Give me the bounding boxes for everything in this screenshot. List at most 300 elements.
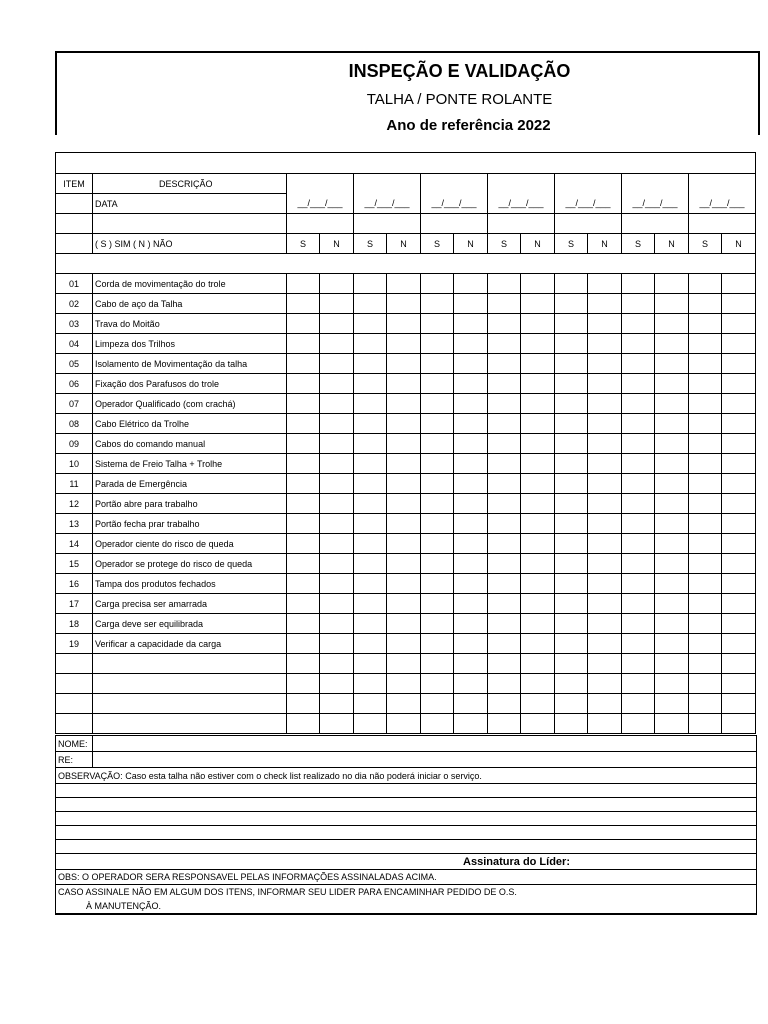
nao-checkbox[interactable]	[387, 334, 421, 354]
sim-checkbox[interactable]	[488, 314, 521, 334]
sim-checkbox[interactable]	[488, 454, 521, 474]
sim-checkbox[interactable]	[622, 554, 655, 574]
nao-checkbox[interactable]	[722, 574, 756, 594]
nao-checkbox[interactable]	[588, 714, 622, 734]
sim-checkbox[interactable]	[689, 394, 722, 414]
nao-checkbox[interactable]	[655, 454, 689, 474]
nao-checkbox[interactable]	[588, 334, 622, 354]
nao-checkbox[interactable]	[722, 514, 756, 534]
sim-checkbox[interactable]	[421, 554, 454, 574]
sim-checkbox[interactable]	[555, 414, 588, 434]
nao-checkbox[interactable]	[722, 434, 756, 454]
nome-field[interactable]	[93, 736, 757, 752]
nao-checkbox[interactable]	[320, 534, 354, 554]
sim-checkbox[interactable]	[421, 594, 454, 614]
nao-checkbox[interactable]	[387, 314, 421, 334]
nao-checkbox[interactable]	[521, 694, 555, 714]
sim-checkbox[interactable]	[421, 634, 454, 654]
date-field[interactable]: __/___/___	[555, 194, 622, 214]
sim-checkbox[interactable]	[354, 294, 387, 314]
sim-checkbox[interactable]	[354, 314, 387, 334]
sim-checkbox[interactable]	[354, 334, 387, 354]
sim-checkbox[interactable]	[421, 294, 454, 314]
nao-checkbox[interactable]	[722, 314, 756, 334]
nao-checkbox[interactable]	[387, 614, 421, 634]
sim-checkbox[interactable]	[555, 394, 588, 414]
nao-checkbox[interactable]	[588, 674, 622, 694]
nao-checkbox[interactable]	[722, 534, 756, 554]
sim-checkbox[interactable]	[287, 294, 320, 314]
empty-item-description[interactable]	[93, 674, 287, 694]
nao-checkbox[interactable]	[588, 414, 622, 434]
nao-checkbox[interactable]	[521, 354, 555, 374]
sim-checkbox[interactable]	[689, 654, 722, 674]
nao-checkbox[interactable]	[454, 494, 488, 514]
date-field[interactable]: __/___/___	[421, 194, 488, 214]
nao-checkbox[interactable]	[588, 554, 622, 574]
nao-checkbox[interactable]	[320, 514, 354, 534]
nao-checkbox[interactable]	[454, 354, 488, 374]
nao-checkbox[interactable]	[521, 674, 555, 694]
nao-checkbox[interactable]	[387, 374, 421, 394]
sim-checkbox[interactable]	[622, 574, 655, 594]
sim-checkbox[interactable]	[488, 474, 521, 494]
nao-checkbox[interactable]	[320, 614, 354, 634]
sim-checkbox[interactable]	[622, 374, 655, 394]
sim-checkbox[interactable]	[689, 494, 722, 514]
sim-checkbox[interactable]	[555, 274, 588, 294]
sim-checkbox[interactable]	[354, 594, 387, 614]
sim-checkbox[interactable]	[689, 634, 722, 654]
empty-item-description[interactable]	[93, 714, 287, 734]
nao-checkbox[interactable]	[655, 634, 689, 654]
sim-checkbox[interactable]	[555, 554, 588, 574]
nao-checkbox[interactable]	[521, 714, 555, 734]
sim-checkbox[interactable]	[421, 514, 454, 534]
nao-checkbox[interactable]	[387, 414, 421, 434]
sim-checkbox[interactable]	[287, 274, 320, 294]
sim-checkbox[interactable]	[354, 454, 387, 474]
nao-checkbox[interactable]	[521, 454, 555, 474]
sim-checkbox[interactable]	[555, 514, 588, 534]
sim-checkbox[interactable]	[488, 574, 521, 594]
sim-checkbox[interactable]	[421, 414, 454, 434]
sim-checkbox[interactable]	[622, 694, 655, 714]
sim-checkbox[interactable]	[555, 494, 588, 514]
nao-checkbox[interactable]	[588, 574, 622, 594]
sim-checkbox[interactable]	[354, 514, 387, 534]
sim-checkbox[interactable]	[622, 714, 655, 734]
sim-checkbox[interactable]	[622, 354, 655, 374]
empty-item-description[interactable]	[93, 654, 287, 674]
nao-checkbox[interactable]	[722, 354, 756, 374]
sim-checkbox[interactable]	[488, 294, 521, 314]
sim-checkbox[interactable]	[689, 354, 722, 374]
sim-checkbox[interactable]	[354, 614, 387, 634]
sim-checkbox[interactable]	[622, 314, 655, 334]
nao-checkbox[interactable]	[320, 554, 354, 574]
nao-checkbox[interactable]	[521, 434, 555, 454]
nao-checkbox[interactable]	[320, 474, 354, 494]
nao-checkbox[interactable]	[387, 474, 421, 494]
nao-checkbox[interactable]	[320, 654, 354, 674]
nao-checkbox[interactable]	[655, 474, 689, 494]
sim-checkbox[interactable]	[287, 434, 320, 454]
sim-checkbox[interactable]	[287, 654, 320, 674]
nao-checkbox[interactable]	[521, 414, 555, 434]
sim-checkbox[interactable]	[287, 474, 320, 494]
nao-checkbox[interactable]	[454, 614, 488, 634]
nao-checkbox[interactable]	[521, 594, 555, 614]
nao-checkbox[interactable]	[722, 374, 756, 394]
sim-checkbox[interactable]	[689, 434, 722, 454]
nao-checkbox[interactable]	[454, 374, 488, 394]
nao-checkbox[interactable]	[655, 334, 689, 354]
sim-checkbox[interactable]	[689, 554, 722, 574]
sim-checkbox[interactable]	[354, 394, 387, 414]
nao-checkbox[interactable]	[387, 634, 421, 654]
nao-checkbox[interactable]	[588, 694, 622, 714]
sim-checkbox[interactable]	[555, 574, 588, 594]
nao-checkbox[interactable]	[320, 594, 354, 614]
sim-checkbox[interactable]	[421, 654, 454, 674]
nao-checkbox[interactable]	[722, 474, 756, 494]
sim-checkbox[interactable]	[421, 534, 454, 554]
sim-checkbox[interactable]	[287, 374, 320, 394]
nao-checkbox[interactable]	[588, 514, 622, 534]
sim-checkbox[interactable]	[287, 314, 320, 334]
sim-checkbox[interactable]	[488, 634, 521, 654]
sim-checkbox[interactable]	[287, 554, 320, 574]
sim-checkbox[interactable]	[287, 414, 320, 434]
date-field[interactable]: __/___/___	[354, 194, 421, 214]
nao-checkbox[interactable]	[655, 614, 689, 634]
nao-checkbox[interactable]	[454, 654, 488, 674]
sim-checkbox[interactable]	[354, 634, 387, 654]
nao-checkbox[interactable]	[521, 554, 555, 574]
sim-checkbox[interactable]	[287, 534, 320, 554]
sim-checkbox[interactable]	[287, 714, 320, 734]
sim-checkbox[interactable]	[689, 334, 722, 354]
sim-checkbox[interactable]	[287, 494, 320, 514]
sim-checkbox[interactable]	[488, 694, 521, 714]
nao-checkbox[interactable]	[387, 494, 421, 514]
nao-checkbox[interactable]	[588, 654, 622, 674]
nao-checkbox[interactable]	[387, 294, 421, 314]
nao-checkbox[interactable]	[387, 554, 421, 574]
nao-checkbox[interactable]	[588, 614, 622, 634]
sim-checkbox[interactable]	[622, 274, 655, 294]
nao-checkbox[interactable]	[454, 514, 488, 534]
empty-item-description[interactable]	[93, 694, 287, 714]
nao-checkbox[interactable]	[722, 654, 756, 674]
sim-checkbox[interactable]	[488, 274, 521, 294]
sim-checkbox[interactable]	[421, 574, 454, 594]
sim-checkbox[interactable]	[555, 294, 588, 314]
nao-checkbox[interactable]	[655, 534, 689, 554]
nao-checkbox[interactable]	[521, 394, 555, 414]
sim-checkbox[interactable]	[354, 274, 387, 294]
nao-checkbox[interactable]	[454, 294, 488, 314]
sim-checkbox[interactable]	[488, 554, 521, 574]
nao-checkbox[interactable]	[588, 474, 622, 494]
date-field[interactable]: __/___/___	[287, 194, 354, 214]
sim-checkbox[interactable]	[555, 594, 588, 614]
sim-checkbox[interactable]	[354, 374, 387, 394]
sim-checkbox[interactable]	[421, 394, 454, 414]
sim-checkbox[interactable]	[488, 354, 521, 374]
sim-checkbox[interactable]	[354, 414, 387, 434]
nao-checkbox[interactable]	[655, 294, 689, 314]
sim-checkbox[interactable]	[555, 634, 588, 654]
nao-checkbox[interactable]	[588, 494, 622, 514]
re-field[interactable]	[93, 752, 757, 768]
sim-checkbox[interactable]	[555, 654, 588, 674]
sim-checkbox[interactable]	[555, 694, 588, 714]
observacao-line[interactable]	[56, 784, 757, 798]
sim-checkbox[interactable]	[622, 514, 655, 534]
sim-checkbox[interactable]	[488, 394, 521, 414]
sim-checkbox[interactable]	[354, 674, 387, 694]
observacao-line[interactable]	[56, 840, 757, 854]
sim-checkbox[interactable]	[689, 274, 722, 294]
nao-checkbox[interactable]	[588, 354, 622, 374]
sim-checkbox[interactable]	[287, 614, 320, 634]
nao-checkbox[interactable]	[655, 414, 689, 434]
nao-checkbox[interactable]	[454, 394, 488, 414]
nao-checkbox[interactable]	[722, 634, 756, 654]
sim-checkbox[interactable]	[622, 294, 655, 314]
nao-checkbox[interactable]	[521, 374, 555, 394]
nao-checkbox[interactable]	[655, 514, 689, 534]
nao-checkbox[interactable]	[320, 714, 354, 734]
nao-checkbox[interactable]	[588, 314, 622, 334]
sim-checkbox[interactable]	[622, 594, 655, 614]
nao-checkbox[interactable]	[320, 414, 354, 434]
sim-checkbox[interactable]	[689, 514, 722, 534]
nao-checkbox[interactable]	[722, 494, 756, 514]
nao-checkbox[interactable]	[454, 694, 488, 714]
sim-checkbox[interactable]	[555, 534, 588, 554]
nao-checkbox[interactable]	[521, 274, 555, 294]
nao-checkbox[interactable]	[655, 654, 689, 674]
nao-checkbox[interactable]	[320, 294, 354, 314]
sim-checkbox[interactable]	[555, 354, 588, 374]
nao-checkbox[interactable]	[521, 294, 555, 314]
nao-checkbox[interactable]	[588, 634, 622, 654]
sim-checkbox[interactable]	[488, 654, 521, 674]
nao-checkbox[interactable]	[722, 594, 756, 614]
sim-checkbox[interactable]	[421, 274, 454, 294]
nao-checkbox[interactable]	[722, 694, 756, 714]
sim-checkbox[interactable]	[421, 674, 454, 694]
nao-checkbox[interactable]	[454, 634, 488, 654]
sim-checkbox[interactable]	[421, 354, 454, 374]
nao-checkbox[interactable]	[655, 314, 689, 334]
nao-checkbox[interactable]	[454, 434, 488, 454]
nao-checkbox[interactable]	[387, 514, 421, 534]
nao-checkbox[interactable]	[320, 314, 354, 334]
nao-checkbox[interactable]	[521, 634, 555, 654]
sim-checkbox[interactable]	[622, 474, 655, 494]
sim-checkbox[interactable]	[421, 474, 454, 494]
sim-checkbox[interactable]	[555, 614, 588, 634]
nao-checkbox[interactable]	[521, 614, 555, 634]
nao-checkbox[interactable]	[387, 354, 421, 374]
nao-checkbox[interactable]	[722, 554, 756, 574]
nao-checkbox[interactable]	[722, 714, 756, 734]
nao-checkbox[interactable]	[320, 354, 354, 374]
nao-checkbox[interactable]	[454, 674, 488, 694]
sim-checkbox[interactable]	[555, 374, 588, 394]
nao-checkbox[interactable]	[387, 534, 421, 554]
nao-checkbox[interactable]	[588, 374, 622, 394]
nao-checkbox[interactable]	[320, 434, 354, 454]
sim-checkbox[interactable]	[354, 654, 387, 674]
sim-checkbox[interactable]	[354, 534, 387, 554]
nao-checkbox[interactable]	[521, 314, 555, 334]
nao-checkbox[interactable]	[588, 454, 622, 474]
nao-checkbox[interactable]	[454, 534, 488, 554]
sim-checkbox[interactable]	[421, 714, 454, 734]
sim-checkbox[interactable]	[421, 694, 454, 714]
nao-checkbox[interactable]	[722, 394, 756, 414]
nao-checkbox[interactable]	[320, 374, 354, 394]
nao-checkbox[interactable]	[454, 454, 488, 474]
nao-checkbox[interactable]	[320, 274, 354, 294]
sim-checkbox[interactable]	[622, 494, 655, 514]
nao-checkbox[interactable]	[722, 414, 756, 434]
nao-checkbox[interactable]	[387, 714, 421, 734]
sim-checkbox[interactable]	[555, 454, 588, 474]
nao-checkbox[interactable]	[320, 494, 354, 514]
sim-checkbox[interactable]	[354, 694, 387, 714]
nao-checkbox[interactable]	[387, 674, 421, 694]
sim-checkbox[interactable]	[689, 454, 722, 474]
nao-checkbox[interactable]	[655, 274, 689, 294]
sim-checkbox[interactable]	[421, 494, 454, 514]
nao-checkbox[interactable]	[387, 434, 421, 454]
sim-checkbox[interactable]	[287, 394, 320, 414]
nao-checkbox[interactable]	[521, 334, 555, 354]
sim-checkbox[interactable]	[488, 494, 521, 514]
sim-checkbox[interactable]	[622, 654, 655, 674]
sim-checkbox[interactable]	[421, 434, 454, 454]
observacao-line[interactable]	[56, 798, 757, 812]
nao-checkbox[interactable]	[722, 614, 756, 634]
nao-checkbox[interactable]	[454, 334, 488, 354]
sim-checkbox[interactable]	[622, 614, 655, 634]
sim-checkbox[interactable]	[622, 394, 655, 414]
sim-checkbox[interactable]	[287, 514, 320, 534]
nao-checkbox[interactable]	[320, 394, 354, 414]
nao-checkbox[interactable]	[387, 394, 421, 414]
nao-checkbox[interactable]	[387, 454, 421, 474]
sim-checkbox[interactable]	[622, 434, 655, 454]
sim-checkbox[interactable]	[488, 614, 521, 634]
nao-checkbox[interactable]	[722, 294, 756, 314]
nao-checkbox[interactable]	[722, 674, 756, 694]
sim-checkbox[interactable]	[689, 694, 722, 714]
nao-checkbox[interactable]	[387, 594, 421, 614]
sim-checkbox[interactable]	[421, 614, 454, 634]
nao-checkbox[interactable]	[454, 274, 488, 294]
sim-checkbox[interactable]	[689, 714, 722, 734]
nao-checkbox[interactable]	[722, 274, 756, 294]
nao-checkbox[interactable]	[588, 594, 622, 614]
nao-checkbox[interactable]	[655, 434, 689, 454]
sim-checkbox[interactable]	[488, 714, 521, 734]
nao-checkbox[interactable]	[588, 274, 622, 294]
nao-checkbox[interactable]	[521, 514, 555, 534]
sim-checkbox[interactable]	[689, 574, 722, 594]
sim-checkbox[interactable]	[555, 674, 588, 694]
sim-checkbox[interactable]	[287, 674, 320, 694]
sim-checkbox[interactable]	[555, 714, 588, 734]
sim-checkbox[interactable]	[488, 334, 521, 354]
nao-checkbox[interactable]	[454, 574, 488, 594]
nao-checkbox[interactable]	[655, 594, 689, 614]
sim-checkbox[interactable]	[488, 674, 521, 694]
sim-checkbox[interactable]	[488, 534, 521, 554]
nao-checkbox[interactable]	[655, 674, 689, 694]
nao-checkbox[interactable]	[655, 354, 689, 374]
sim-checkbox[interactable]	[488, 594, 521, 614]
sim-checkbox[interactable]	[689, 414, 722, 434]
nao-checkbox[interactable]	[454, 314, 488, 334]
date-field[interactable]: __/___/___	[689, 194, 756, 214]
nao-checkbox[interactable]	[588, 434, 622, 454]
nao-checkbox[interactable]	[454, 594, 488, 614]
sim-checkbox[interactable]	[488, 374, 521, 394]
sim-checkbox[interactable]	[689, 294, 722, 314]
nao-checkbox[interactable]	[655, 494, 689, 514]
nao-checkbox[interactable]	[387, 574, 421, 594]
sim-checkbox[interactable]	[421, 334, 454, 354]
sim-checkbox[interactable]	[354, 554, 387, 574]
nao-checkbox[interactable]	[655, 374, 689, 394]
sim-checkbox[interactable]	[555, 434, 588, 454]
sim-checkbox[interactable]	[287, 574, 320, 594]
observacao-line[interactable]	[56, 826, 757, 840]
sim-checkbox[interactable]	[354, 574, 387, 594]
nao-checkbox[interactable]	[454, 554, 488, 574]
sim-checkbox[interactable]	[555, 334, 588, 354]
nao-checkbox[interactable]	[454, 714, 488, 734]
sim-checkbox[interactable]	[354, 354, 387, 374]
sim-checkbox[interactable]	[622, 454, 655, 474]
sim-checkbox[interactable]	[622, 674, 655, 694]
sim-checkbox[interactable]	[622, 414, 655, 434]
sim-checkbox[interactable]	[354, 714, 387, 734]
sim-checkbox[interactable]	[555, 474, 588, 494]
nao-checkbox[interactable]	[387, 654, 421, 674]
date-field[interactable]: __/___/___	[622, 194, 689, 214]
sim-checkbox[interactable]	[287, 694, 320, 714]
sim-checkbox[interactable]	[689, 534, 722, 554]
sim-checkbox[interactable]	[421, 454, 454, 474]
observacao-line[interactable]	[56, 812, 757, 826]
sim-checkbox[interactable]	[488, 434, 521, 454]
nao-checkbox[interactable]	[655, 554, 689, 574]
sim-checkbox[interactable]	[287, 634, 320, 654]
nao-checkbox[interactable]	[320, 574, 354, 594]
nao-checkbox[interactable]	[320, 674, 354, 694]
sim-checkbox[interactable]	[622, 334, 655, 354]
nao-checkbox[interactable]	[454, 474, 488, 494]
nao-checkbox[interactable]	[655, 394, 689, 414]
nao-checkbox[interactable]	[387, 274, 421, 294]
